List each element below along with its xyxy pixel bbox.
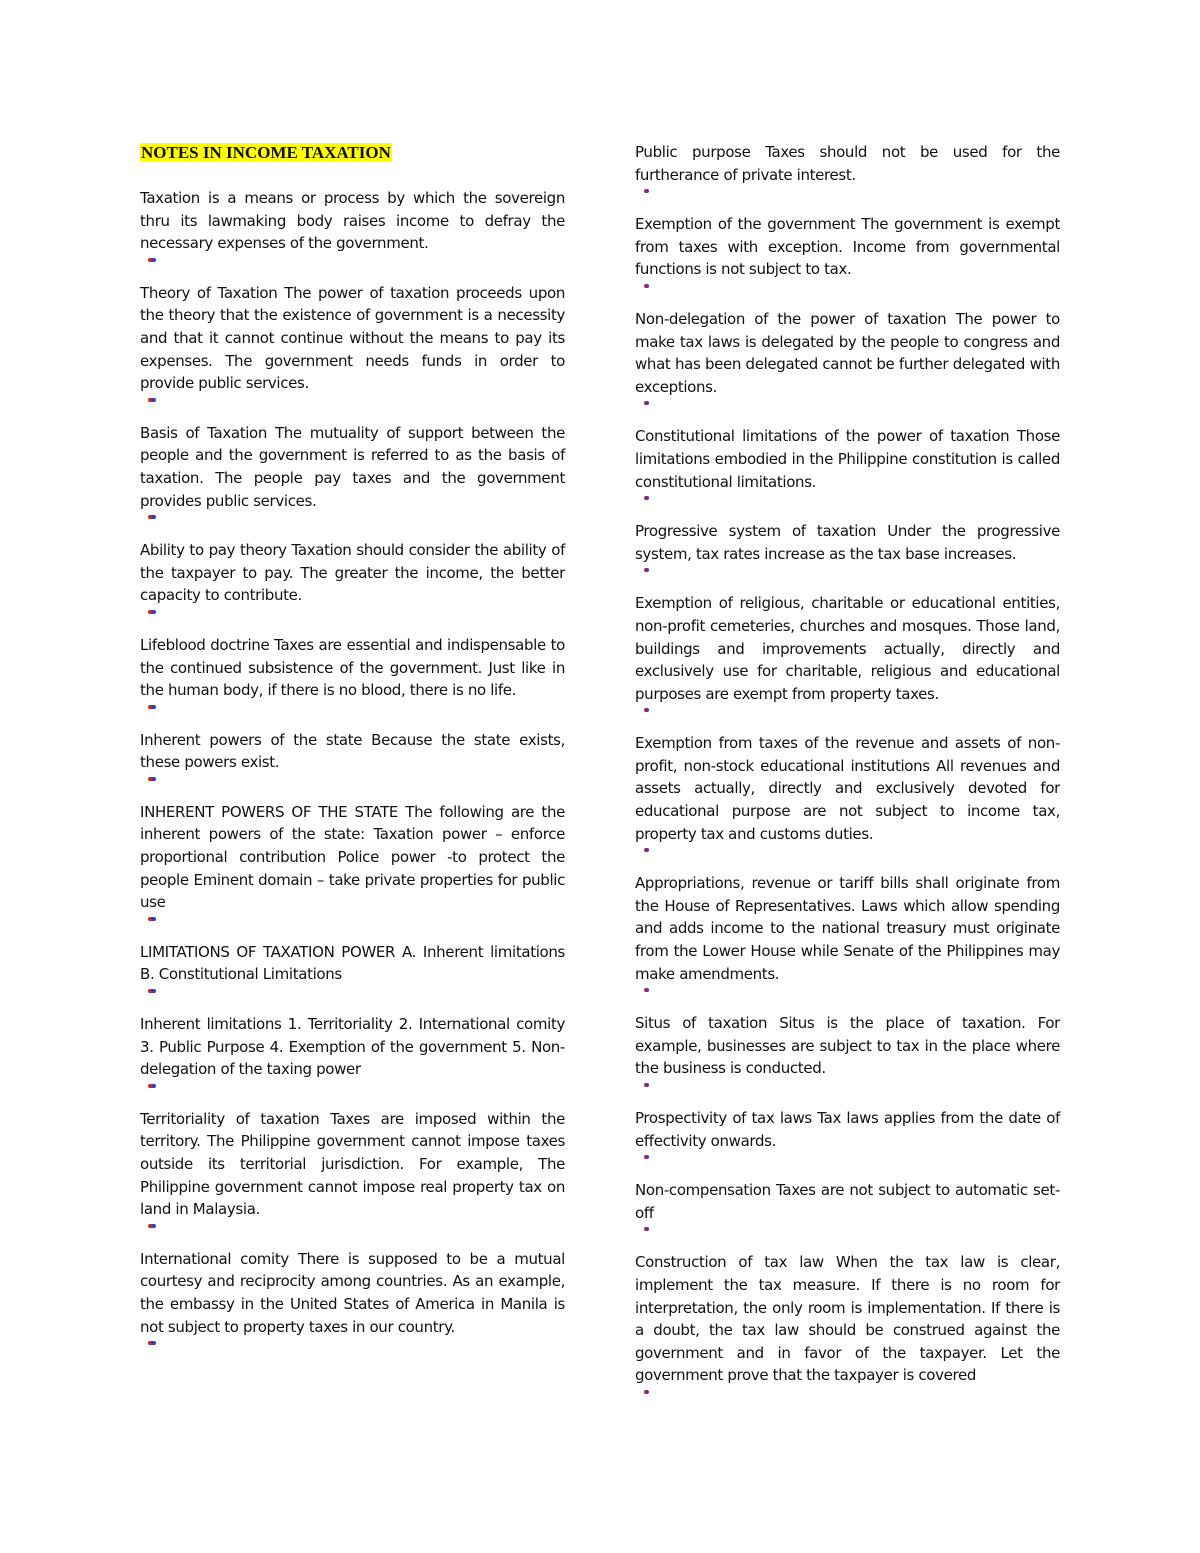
paragraph: Taxation is a means or process by which the sovereign thru its lawmaking body raises income to defray the necessary expenses of the government. [140,187,565,255]
paragraph: Situs of taxation Situs is the place of taxation. For example, businesses are subject to tax in the place where the business is conducted. [635,1012,1060,1080]
paragraph: Lifeblood doctrine Taxes are essential and indispensable to the continued subsistence of the government. Just like in the human body, if there is no blood, there is no life. [140,634,565,702]
paragraph: Appropriations, revenue or tariff bills shall originate from the House of Representatives. Laws which allow spending and adds income to the national treasury must originate from the Lower House while Senate of the Philippines may make amendments. [635,872,1060,985]
paragraph: Non-delegation of the power of taxation The power to make tax laws is delegated by the people to congress and what has been delegated cannot be further delegated with exceptions. [635,308,1060,398]
paragraph: Territoriality of taxation Taxes are imposed within the territory. The Philippine government cannot impose taxes outside its territorial jurisdiction. For example, The Philippine government cannot impose real property tax on land in Malaysia. [140,1108,565,1221]
paragraph: Inherent powers of the state Because the state exists, these powers exist. [140,729,565,774]
paragraph: International comity There is supposed to be a mutual courtesy and reciprocity among countries. As an example, the embassy in the United States of America in Manila is not subject to property taxes in our country. [140,1248,565,1338]
paragraph: Inherent limitations 1. Territoriality 2. International comity 3. Public Purpose 4. Exemption of the government 5. Non-delegation of the taxing power [140,1013,565,1081]
right-column [635,141,1060,1414]
title-highlight: NOTES IN INCOME TAXATION [141,143,391,162]
paragraph: Progressive system of taxation Under the progressive system, tax rates increase as the tax base increases. [635,520,1060,565]
paragraph: Ability to pay theory Taxation should consider the ability of the taxpayer to pay. The greater the income, the better capacity to contribute. [140,539,565,607]
paragraph: Exemption of religious, charitable or educational entities, non-profit cemeteries, churches and mosques. Those land, buildings and improvements actually, directly and exclusively use for charitable, religious and educational purposes are exempt from property taxes. [635,592,1060,705]
document-title [140,141,565,165]
paragraph: Construction of tax law When the tax law is clear, implement the tax measure. If there is no room for interpretation, the only room is implementation. If there is a doubt, the tax law should be construed against the government and in favor of the taxpayer. Let the government prove that the taxpayer is covered [635,1251,1060,1387]
paragraph: Basis of Taxation The mutuality of support between the people and the government is referred to as the basis of taxation. The people pay taxes and the government provides public services. [140,422,565,512]
left-column [140,141,565,1365]
paragraph: Prospectivity of tax laws Tax laws applies from the date of effectivity onwards. [635,1107,1060,1152]
paragraph: LIMITATIONS OF TAXATION POWER A. Inherent limitations B. Constitutional Limitations [140,941,565,986]
paragraph: Theory of Taxation The power of taxation proceeds upon the theory that the existence of government is a necessity and that it cannot continue without the means to pay its expenses. The government needs funds in order to provide public services. [140,282,565,395]
paragraph: INHERENT POWERS OF THE STATE The following are the inherent powers of the state: Taxation power – enforce proportional contribution Police power -to protect the people Eminent domain – take private properties for public use [140,801,565,914]
paragraph: Public purpose Taxes should not be used for the furtherance of private interest. [635,141,1060,186]
paragraph: Exemption of the government The government is exempt from taxes with exception. Income from governmental functions is not subject to tax. [635,213,1060,281]
paragraph: Non-compensation Taxes are not subject to automatic set-off [635,1179,1060,1224]
paragraph: Exemption from taxes of the revenue and assets of non-profit, non-stock educational institutions All revenues and assets actually, directly and exclusively devoted for educational purpose are not subject to income tax, property tax and customs duties. [635,732,1060,845]
paragraph: Constitutional limitations of the power of taxation Those limitations embodied in the Philippine constitution is called constitutional limitations. [635,425,1060,493]
